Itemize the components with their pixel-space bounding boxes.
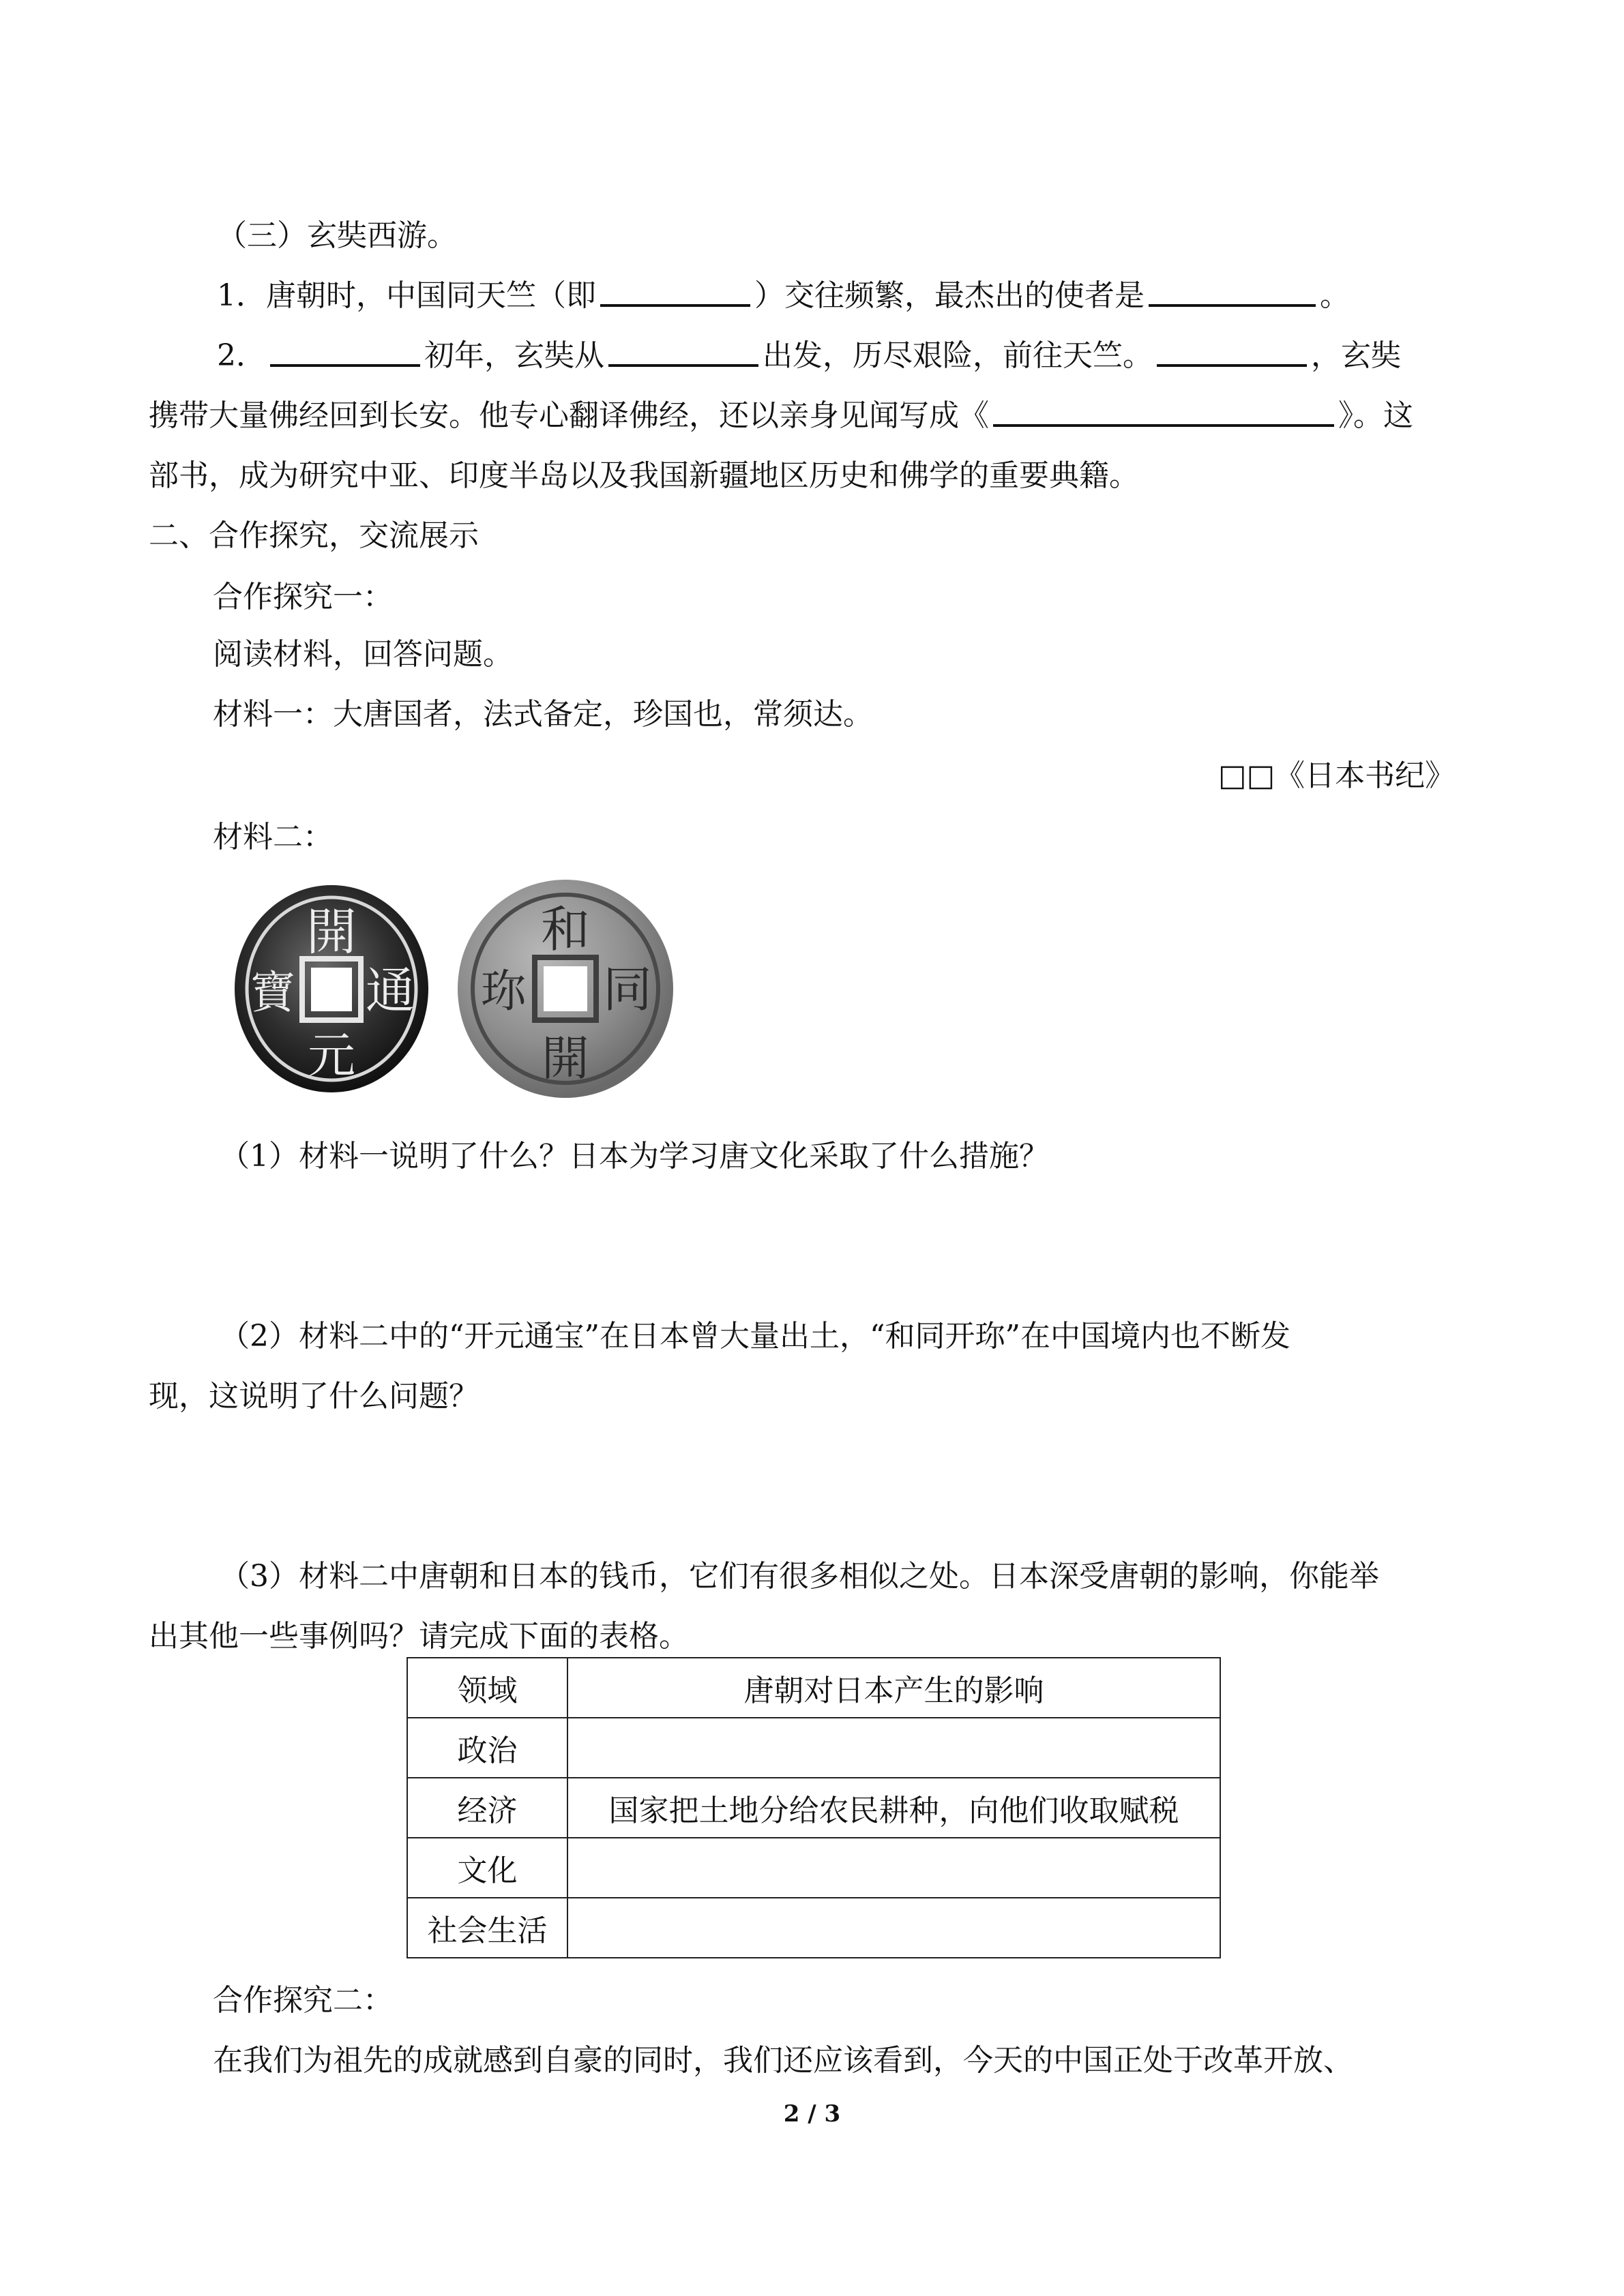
question-3-line-1: （3）材料二中唐朝和日本的钱币，它们有很多相似之处。日本深受唐朝的影响，你能举 [220,1559,1379,1594]
question-2-line-1: （2）材料二中的“开元通宝”在日本曾大量出土，“和同开珎”在中国境内也不断发 [220,1319,1290,1354]
table-header-cell: 唐朝对日本产生的影响 [567,1658,1220,1718]
item-2-text-line2a: 携带大量佛经回到长安。他专心翻译佛经，还以亲身见闻写成《 [149,398,989,433]
coin-char-top: 和 [540,901,591,958]
item-2-line-2 [149,396,1413,436]
table-cell-answer[interactable] [567,1718,1220,1778]
answer-blank[interactable] [1157,363,1307,367]
coin-char-bottom: 開 [542,1030,589,1086]
table-cell-answer[interactable] [567,1838,1220,1898]
table-row [407,1778,1220,1838]
material-2-label: 材料二： [213,820,333,854]
coin-char-bottom: 元 [308,1028,355,1084]
item-2-text-d: ，玄奘 [1311,338,1401,373]
answer-blank[interactable] [993,423,1334,427]
table-cell-domain: 经济 [407,1778,567,1838]
table-cell-answer[interactable]: 国家把土地分给农民耕种，向他们收取赋税 [567,1778,1220,1838]
instruction: 阅读材料，回答问题。 [213,637,513,672]
answer-blank[interactable] [270,363,420,367]
coin-char-right: 同 [602,961,653,1018]
question-1: （1）材料一说明了什么？日本为学习唐文化采取了什么措施？ [220,1139,1049,1174]
inquiry-1-heading: 合作探究一： [213,580,393,614]
item-1-text-b: ）交往频繁，最杰出的使者是 [754,278,1145,313]
page-number: 2 / 3 [783,2100,841,2128]
wadokaichin-coin-image [453,874,678,1103]
item-2-text-line2b: 》。这 [1338,398,1413,433]
section-heading: （三）玄奘西游。 [217,218,457,253]
item-2-text-a: 2． [217,338,266,373]
table-row [407,1838,1220,1898]
material-1-source: □□《日本书纪》 [1218,758,1456,793]
table-row [407,1718,1220,1778]
item-1 [217,275,1350,316]
coin-char-left: 珎 [481,965,526,1017]
material-1: 材料一：大唐国者，法式备定，珍国也，常须达。 [213,697,873,732]
coin-char-top: 開 [306,903,357,961]
item-2-text-b: 初年，玄奘从 [424,338,604,373]
table-cell-domain: 社会生活 [407,1898,567,1958]
answer-blank[interactable] [608,363,758,367]
coin-char-left: 寶 [250,966,295,1019]
table-header-row [407,1658,1220,1718]
table-cell-domain: 文化 [407,1838,567,1898]
table-cell-domain: 政治 [407,1718,567,1778]
question-2-line-2: 现，这说明了什么问题？ [149,1379,479,1414]
item-2-text-c: 出发，历尽艰险，前往天竺。 [763,338,1153,373]
answer-blank[interactable] [600,303,750,307]
answer-blank[interactable] [1149,303,1316,307]
inquiry-2-text: 在我们为祖先的成就感到自豪的同时，我们还应该看到，今天的中国正处于改革开放、 [213,2043,1353,2078]
table-header-cell: 领域 [407,1658,567,1718]
kaiyuan-tongbao-coin-image [229,880,434,1098]
influence-table [407,1657,1221,1958]
item-1-text-a: 1．唐朝时，中国同天竺（即 [217,278,596,313]
table-cell-answer[interactable] [567,1898,1220,1958]
item-2-line-1 [217,336,1401,376]
coin-char-right: 通 [365,962,415,1019]
item-2-line-3: 部书，成为研究中亚、印度半岛以及我国新疆地区历史和佛学的重要典籍。 [149,458,1139,493]
table-row [407,1898,1220,1958]
item-1-text-c: 。 [1320,278,1350,313]
inquiry-2-heading: 合作探究二： [213,1983,393,2018]
question-3-line-2: 出其他一些事例吗？请完成下面的表格。 [149,1619,689,1654]
part-heading: 二、合作探究，交流展示 [149,518,479,553]
